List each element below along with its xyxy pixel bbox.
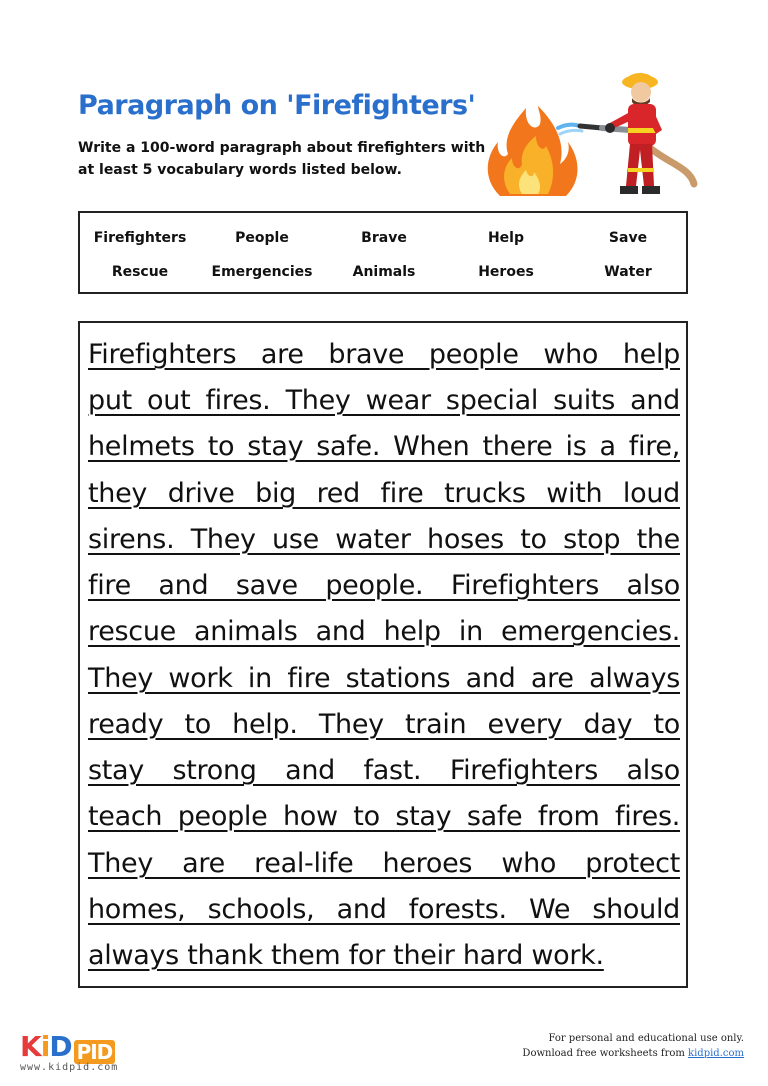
paragraph-line: sirens. They use water hoses to stop the xyxy=(88,524,680,555)
vocab-word: Brave xyxy=(361,230,407,246)
paragraph-line: Firefighters are brave people who help xyxy=(88,339,680,370)
vocab-word: Animals xyxy=(352,264,416,280)
firefighter-illustration xyxy=(480,68,705,208)
vocab-word: Water xyxy=(604,264,652,280)
website-label: www.kidpid.com xyxy=(20,1062,119,1073)
logo-letter: K xyxy=(20,1030,41,1063)
firefighter-icon xyxy=(605,73,662,194)
logo-letter: i xyxy=(40,1030,50,1063)
paragraph-line: helmets to stay safe. When there is a fire, xyxy=(88,431,680,462)
paragraph-line: ready to help. They train every day to xyxy=(88,709,680,740)
paragraph-line: put out fires. They wear special suits and xyxy=(88,385,680,416)
water-hose-icon xyxy=(558,125,694,184)
vocab-word: Heroes xyxy=(478,264,534,280)
logo-letter: D xyxy=(49,1030,72,1063)
logo-pid-badge: PID xyxy=(74,1040,116,1064)
paragraph-line: always thank them for their hard work. xyxy=(88,940,604,971)
footer-link[interactable]: kidpid.com xyxy=(688,1048,744,1059)
vocab-word: People xyxy=(235,230,289,246)
paragraph-line: They are real-life heroes who protect xyxy=(88,848,680,879)
vocab-word: Help xyxy=(487,230,525,246)
paragraph-line: they drive big red fire trucks with loud xyxy=(88,478,680,509)
vocab-word: Emergencies xyxy=(211,264,313,280)
paragraph-line: homes, schools, and forests. We should xyxy=(88,894,680,925)
kidpid-logo xyxy=(20,1030,115,1064)
paragraph-line: stay strong and fast. Firefighters also xyxy=(88,755,680,786)
footer-download-text: Download free worksheets from xyxy=(522,1048,689,1059)
vocab-word: Save xyxy=(608,230,648,246)
vocab-word: Firefighters xyxy=(93,230,187,246)
fire-icon xyxy=(488,106,578,196)
page-title: Paragraph on 'Firefighters' xyxy=(78,90,476,121)
footer-download-note xyxy=(522,1048,744,1059)
paragraph-line: They work in fire stations and are always xyxy=(88,663,680,694)
paragraph-box xyxy=(78,321,688,988)
footer-usage-note: For personal and educational use only. xyxy=(548,1033,744,1044)
paragraph-line: teach people how to stay safe from fires. xyxy=(88,801,680,832)
vocab-word: Rescue xyxy=(111,264,169,280)
vocabulary-box xyxy=(78,211,688,294)
paragraph-line: rescue animals and help in emergencies. xyxy=(88,616,680,647)
paragraph-line: fire and save people. Firefighters also xyxy=(88,570,680,601)
instructions: Write a 100-word paragraph about firefighters with at least 5 vocabulary words listed below. xyxy=(78,140,486,178)
